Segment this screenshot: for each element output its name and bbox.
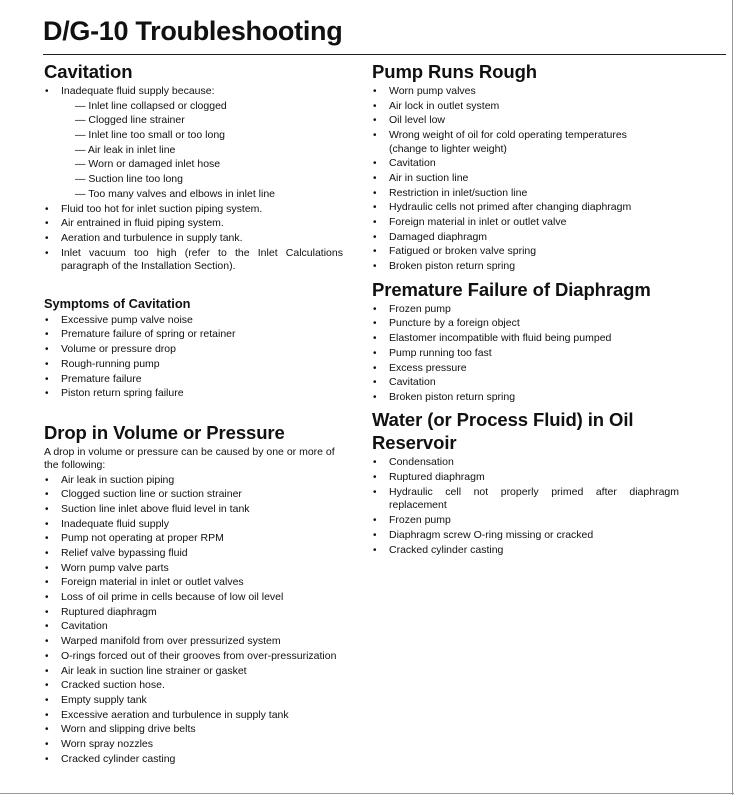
list-item: • Oil level low xyxy=(372,114,677,128)
list-item: • Wrong weight of oil for cold operating temperatures (change to lighter weight) xyxy=(372,129,659,156)
list-item: • Cracked cylinder casting xyxy=(44,753,354,767)
water-list xyxy=(372,456,677,557)
sub-list-item: — Air leak in inlet line xyxy=(75,143,176,156)
list-item: • Aeration and turbulence in supply tank. xyxy=(44,232,354,246)
list-item: • Ruptured diaphragm xyxy=(44,606,354,620)
list-item: • Pump running too fast xyxy=(372,347,677,361)
list-item: • Cavitation xyxy=(372,157,677,171)
list-item: • Inadequate fluid supply because: xyxy=(44,85,354,99)
rough-list xyxy=(372,85,677,274)
list-item: • Loss of oil prime in cells because of low oil level xyxy=(44,591,354,605)
list-item: • O-rings forced out of their grooves from over-pressurization xyxy=(44,650,344,664)
sub-list-item: — Suction line too long xyxy=(75,173,183,186)
list-item: • Volume or pressure drop xyxy=(44,343,354,357)
rough-heading: Pump Runs Rough xyxy=(372,61,537,82)
list-item: • Excessive aeration and turbulence in supply tank xyxy=(44,709,354,723)
list-item: • Cavitation xyxy=(372,376,677,390)
page-border-right xyxy=(732,0,733,795)
sub-list-item: — Too many valves and elbows in inlet line xyxy=(75,187,275,200)
list-item: • Fluid too hot for inlet suction piping system. xyxy=(44,203,354,217)
page-title: D/G-10 Troubleshooting xyxy=(43,16,343,46)
list-item: • Premature failure of spring or retainer xyxy=(44,328,354,342)
sub-list-item: — Worn or damaged inlet hose xyxy=(75,158,221,171)
sub-list-item: — Inlet line too small or too long xyxy=(75,129,225,142)
list-item: • Foreign material in inlet or outlet valves xyxy=(44,576,354,590)
left-column xyxy=(44,60,354,767)
list-item: • Cracked suction hose. xyxy=(44,679,354,693)
list-item: • Ruptured diaphragm xyxy=(372,471,677,485)
list-item: • Broken piston return spring xyxy=(372,260,677,274)
list-item: • Air lock in outlet system xyxy=(372,100,677,114)
list-item: • Rough-running pump xyxy=(44,358,354,372)
list-item: • Worn pump valves xyxy=(372,85,677,99)
premature-list xyxy=(372,303,677,405)
list-item: • Damaged diaphragm xyxy=(372,231,677,245)
list-item: • Inadequate fluid supply xyxy=(44,518,354,532)
drop-list xyxy=(44,474,354,767)
list-item: • Worn spray nozzles xyxy=(44,738,354,752)
list-item: • Hydraulic cells not primed after changing diaphragm xyxy=(372,201,677,215)
list-item: • Condensation xyxy=(372,456,677,470)
list-item: • Air entrained in fluid piping system. xyxy=(44,217,354,231)
list-item: • Puncture by a foreign object xyxy=(372,317,677,331)
list-item: • Hydraulic cell not properly primed after diaphragm replacement xyxy=(372,486,679,513)
list-item: • Elastomer incompatible with fluid being pumped xyxy=(372,332,677,346)
list-item: • Frozen pump xyxy=(372,303,677,317)
list-item: • Air in suction line xyxy=(372,172,677,186)
list-item: • Foreign material in inlet or outlet valve xyxy=(372,216,677,230)
list-item: • Clogged suction line or suction strainer xyxy=(44,488,354,502)
list-item: • Piston return spring failure xyxy=(44,387,354,401)
water-heading: Water (or Process Fluid) in Oil Reservoir xyxy=(372,409,634,454)
symptoms-heading: Symptoms of Cavitation xyxy=(44,295,191,311)
list-item: • Inlet vacuum too high (refer to the Inlet Calculations paragraph of the Installation Section). xyxy=(44,247,343,274)
list-item: • Cavitation xyxy=(44,620,354,634)
list-item: • Empty supply tank xyxy=(44,694,354,708)
list-item: • Premature failure xyxy=(44,373,354,387)
list-item: • Worn pump valve parts xyxy=(44,562,354,576)
list-item: • Relief valve bypassing fluid xyxy=(44,547,354,561)
list-item: • Air leak in suction line strainer or gasket xyxy=(44,665,354,679)
page-border-bottom xyxy=(0,793,734,794)
right-column xyxy=(372,60,677,558)
list-item: • Restriction in inlet/suction line xyxy=(372,187,677,201)
list-item: • Air leak in suction piping xyxy=(44,474,354,488)
list-item: • Suction line inlet above fluid level in tank xyxy=(44,503,354,517)
list-item: • Pump not operating at proper RPM xyxy=(44,532,354,546)
list-item: • Fatigued or broken valve spring xyxy=(372,245,677,259)
symptoms-list xyxy=(44,314,354,401)
list-item: • Diaphragm screw O-ring missing or cracked xyxy=(372,529,677,543)
list-item: • Broken piston return spring xyxy=(372,391,677,405)
premature-heading: Premature Failure of Diaphragm xyxy=(372,278,651,300)
list-item: • Frozen pump xyxy=(372,514,677,528)
sub-list-item: — Inlet line collapsed or clogged xyxy=(75,99,227,112)
list-item: • Excess pressure xyxy=(372,362,677,376)
list-item: • Worn and slipping drive belts xyxy=(44,723,354,737)
drop-heading: Drop in Volume or Pressure xyxy=(44,421,285,443)
list-item: • Cracked cylinder casting xyxy=(372,544,677,558)
cavitation-list xyxy=(44,85,354,274)
drop-intro: A drop in volume or pressure can be caused by one or more of the following: xyxy=(44,445,335,472)
cavitation-heading: Cavitation xyxy=(44,61,133,82)
title-divider xyxy=(43,54,726,55)
sub-list-item: — Clogged line strainer xyxy=(75,114,185,127)
list-item: • Excessive pump valve noise xyxy=(44,314,354,328)
list-item: • Warped manifold from over pressurized system xyxy=(44,635,354,649)
